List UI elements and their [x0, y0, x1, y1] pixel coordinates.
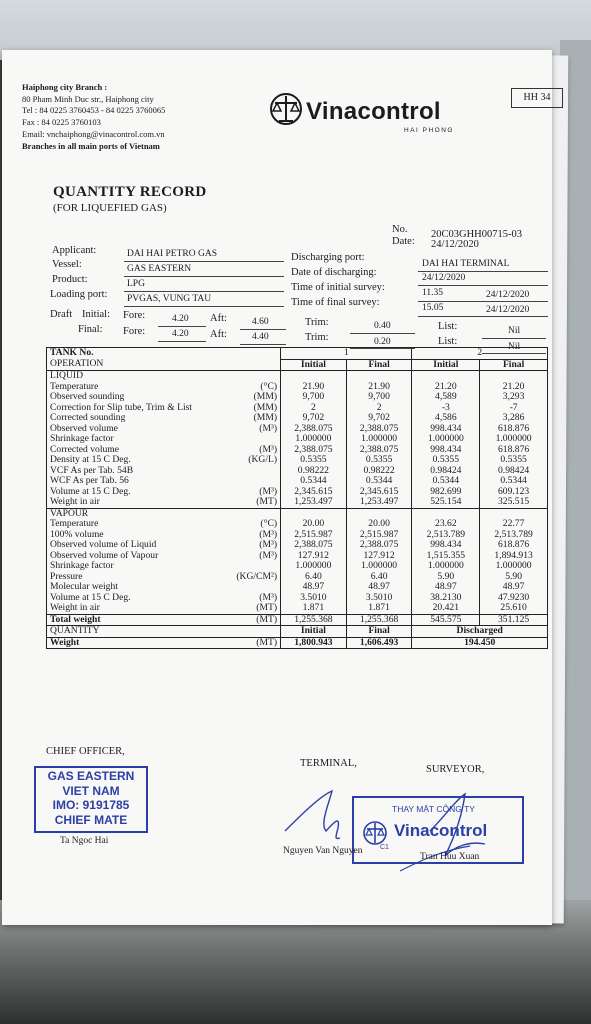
- vapour-section: [47, 508, 548, 614]
- applicant-value: DAI HAI PETRO GAS: [127, 249, 217, 259]
- row-value: 1,894.913: [480, 551, 548, 562]
- row-value: 21.90: [281, 382, 347, 393]
- row-value: 325.515: [480, 497, 548, 508]
- final-aft-label: Aft:: [210, 329, 227, 340]
- row-value: 2,515.987: [281, 530, 347, 541]
- table-row: [47, 519, 548, 530]
- row-value: 2,388.075: [346, 540, 412, 551]
- chief-officer-label: CHIEF OFFICER,: [46, 746, 125, 757]
- qty-final-value: 1,606.493: [346, 637, 412, 649]
- qty-discharged-value: 194.450: [412, 637, 548, 649]
- row-unit: [211, 434, 281, 445]
- row-value: 0.5355: [346, 455, 412, 466]
- qty-initial-label: Initial: [281, 626, 347, 638]
- vina-stamp-name: Vinacontrol: [394, 821, 488, 840]
- row-unit: (M³): [211, 540, 281, 551]
- row-label: Shrinkage factor: [47, 434, 211, 445]
- no-value: 20C03GHH00715-03: [431, 229, 522, 240]
- table-row: [47, 413, 548, 424]
- row-value: 9,700: [281, 392, 347, 403]
- row-value: 0.98222: [346, 466, 412, 477]
- logo-name: Vinacontrol: [306, 98, 441, 125]
- row-value: 1.000000: [346, 434, 412, 445]
- branch-tel: Tel : 84 0225 3760453 - 84 0225 3760065: [22, 105, 166, 115]
- final-aft-value: 4.40: [252, 332, 269, 342]
- date-value: 24/12/2020: [431, 239, 479, 250]
- row-value: 23.62: [412, 519, 480, 530]
- table-row: [47, 497, 548, 508]
- weight-unit: (MT): [211, 637, 281, 649]
- row-label: Volume at 15 C Deg.: [47, 487, 211, 498]
- total-weight-label: Total weight: [47, 614, 211, 626]
- row-value: 998.434: [412, 445, 480, 456]
- row-value: 2,388.075: [346, 445, 412, 456]
- row-value: 48.97: [281, 582, 347, 593]
- row-unit: (M³): [211, 530, 281, 541]
- tank-1-initial-header: Initial: [281, 359, 347, 371]
- row-value: 47.9230: [480, 593, 548, 604]
- table-row: [47, 540, 548, 551]
- signature-scribbles: [280, 776, 530, 876]
- row-unit: [211, 582, 281, 593]
- weight-label: Weight: [47, 637, 211, 649]
- row-value: 20.421: [412, 603, 480, 614]
- row-value: 38.2130: [412, 593, 480, 604]
- table-header-row: [47, 348, 548, 360]
- row-value: 20.00: [346, 519, 412, 530]
- branch-ports: Branches in all main ports of Vietnam: [22, 141, 160, 151]
- row-label: Observed sounding: [47, 392, 211, 403]
- row-label: Shrinkage factor: [47, 561, 211, 572]
- row-value: 48.97: [346, 582, 412, 593]
- row-value: 618.876: [480, 540, 548, 551]
- row-label: Molecular weight: [47, 582, 211, 593]
- row-label: Correction for Slip tube, Trim & List: [47, 403, 211, 414]
- final-fore-label: Fore:: [123, 326, 146, 337]
- row-label: Corrected volume: [47, 445, 211, 456]
- row-unit: (KG/CM²): [211, 572, 281, 583]
- row-value: 1,253.497: [346, 497, 412, 508]
- row-label: Temperature: [47, 382, 211, 393]
- row-label: VCF As per Tab. 54B: [47, 466, 211, 477]
- row-label: Weight in air: [47, 497, 211, 508]
- row-value: 2,515.987: [346, 530, 412, 541]
- list-initial-value: Nil: [508, 326, 521, 336]
- row-value: 998.434: [412, 540, 480, 551]
- product-label: Product:: [52, 274, 88, 285]
- row-value: 21.20: [412, 382, 480, 393]
- row-value: 3.5010: [346, 593, 412, 604]
- applicant-label: Applicant:: [52, 245, 97, 256]
- table-row: [47, 582, 548, 593]
- row-value: 2: [346, 403, 412, 414]
- row-value: 5.90: [480, 572, 548, 583]
- trim-final-value: 0.20: [374, 337, 391, 347]
- row-unit: (MM): [211, 392, 281, 403]
- row-unit: (M³): [211, 593, 281, 604]
- row-unit: (MM): [211, 413, 281, 424]
- row-value: 0.5344: [281, 476, 347, 487]
- row-value: 3,293: [480, 392, 548, 403]
- row-value: 1.871: [281, 603, 347, 614]
- row-value: 0.5344: [480, 476, 548, 487]
- form-code: HH 34: [511, 88, 563, 108]
- final-fore-value: 4.20: [172, 329, 189, 339]
- row-unit: (KG/L): [211, 455, 281, 466]
- row-value: 48.97: [480, 582, 548, 593]
- row-value: 9,700: [346, 392, 412, 403]
- table-row: [47, 572, 548, 583]
- surveyor-label: SURVEYOR,: [426, 764, 485, 775]
- row-label: Volume at 15 C Deg.: [47, 593, 211, 604]
- row-value: 0.5355: [480, 455, 548, 466]
- no-label: No.: [392, 224, 408, 235]
- qty-final-label: Final: [346, 626, 412, 638]
- date-discharging-label: Date of discharging:: [291, 267, 377, 278]
- row-value: 1.000000: [281, 434, 347, 445]
- row-value: 618.876: [480, 445, 548, 456]
- row-value: 0.98222: [281, 466, 347, 477]
- row-value: 998.434: [412, 424, 480, 435]
- row-value: 0.98424: [412, 466, 480, 477]
- row-value: 127.912: [281, 551, 347, 562]
- row-value: 2: [281, 403, 347, 414]
- date-label: Date:: [392, 236, 415, 247]
- row-label: Observed volume of Vapour: [47, 551, 211, 562]
- row-value: 1.871: [346, 603, 412, 614]
- row-unit: (M³): [211, 551, 281, 562]
- document-title: QUANTITY RECORD: [53, 184, 207, 200]
- row-value: 2,345.615: [281, 487, 347, 498]
- row-value: 1.000000: [281, 561, 347, 572]
- document-subtitle: (FOR LIQUEFIED GAS): [53, 202, 167, 214]
- row-value: 21.90: [346, 382, 412, 393]
- initial-survey-date: 24/12/2020: [486, 290, 530, 300]
- ship-stamp-line: GAS EASTERN: [47, 769, 135, 783]
- initial-aft-label: Aft:: [210, 313, 227, 324]
- ship-stamp-line: VIET NAM: [62, 783, 120, 798]
- final-survey-label: Time of final survey:: [291, 297, 380, 308]
- row-value: 5.90: [412, 572, 480, 583]
- final-survey-date: 24/12/2020: [486, 305, 530, 315]
- total-t1-initial: 1,255.368: [281, 614, 347, 626]
- tank-1-final-header: Final: [346, 359, 412, 371]
- row-unit: (°C): [211, 519, 281, 530]
- row-value: 2,388.075: [281, 424, 347, 435]
- row-label: WCF As per Tab. 56: [47, 476, 211, 487]
- row-value: 2,513.789: [480, 530, 548, 541]
- table-row: [47, 603, 548, 614]
- initial-survey-label: Time of initial survey:: [291, 282, 385, 293]
- quantity-values-row: [47, 637, 548, 649]
- row-value: -3: [412, 403, 480, 414]
- row-value: 609.123: [480, 487, 548, 498]
- quantity-header-row: [47, 626, 548, 638]
- logo-city: HAI PHONG: [404, 127, 454, 134]
- row-value: 9,702: [346, 413, 412, 424]
- table-row: [47, 508, 548, 519]
- surveyor-name: Tran Huu Xuan: [420, 852, 480, 862]
- tank-no-label: TANK No.: [47, 348, 281, 360]
- qty-discharged-label: Discharged: [412, 626, 548, 638]
- row-value: 20.00: [281, 519, 347, 530]
- row-unit: (M³): [211, 445, 281, 456]
- row-label: LIQUID: [47, 371, 211, 382]
- table-row: [47, 371, 548, 382]
- row-unit: (MT): [211, 497, 281, 508]
- draft-final-label: Final:: [78, 324, 103, 335]
- row-unit: (MM): [211, 403, 281, 414]
- row-label: VAPOUR: [47, 508, 211, 519]
- row-unit: (°C): [211, 382, 281, 393]
- row-value: 21.20: [480, 382, 548, 393]
- row-label: Pressure: [47, 572, 211, 583]
- vina-stamp-code: C1: [380, 844, 389, 851]
- row-value: 2,388.075: [281, 540, 347, 551]
- row-value: 9,702: [281, 413, 347, 424]
- total-weight-row: [47, 614, 548, 626]
- row-label: Observed volume: [47, 424, 211, 435]
- row-value: 2,513.789: [412, 530, 480, 541]
- row-value: 1,253.497: [281, 497, 347, 508]
- terminal-label: TERMINAL,: [300, 758, 357, 769]
- row-label: 100% volume: [47, 530, 211, 541]
- table-subheader-row: [47, 359, 548, 371]
- quantity-label: QUANTITY: [47, 626, 281, 638]
- row-value: 525.154: [412, 497, 480, 508]
- row-unit: [211, 371, 281, 382]
- vina-stamp-top: THAY MẶT CÔNG TY: [392, 804, 475, 814]
- branch-address: 80 Pham Minh Duc str., Haiphong city: [22, 94, 154, 104]
- row-label: Temperature: [47, 519, 211, 530]
- row-value: 2,388.075: [346, 424, 412, 435]
- row-value: -7: [480, 403, 548, 414]
- row-value: 2,388.075: [281, 445, 347, 456]
- row-value: 0.5355: [412, 455, 480, 466]
- row-value: 1,515.355: [412, 551, 480, 562]
- row-value: 618.876: [480, 424, 548, 435]
- trim-final-label: Trim:: [305, 332, 329, 343]
- discharging-port-label: Discharging port:: [291, 252, 365, 263]
- row-label: Corrected sounding: [47, 413, 211, 424]
- tank-2-header: 2: [412, 348, 548, 360]
- vinacontrol-logo: [268, 92, 304, 131]
- initial-aft-value: 4.60: [252, 317, 269, 327]
- total-weight-unit: (MT): [211, 614, 281, 626]
- qty-initial-value: 1,800.943: [281, 637, 347, 649]
- row-value: 1.000000: [412, 434, 480, 445]
- tank-1-header: 1: [281, 348, 412, 360]
- branch-fax: Fax : 84 0225 3760103: [22, 117, 101, 127]
- operation-label: OPERATION: [47, 359, 281, 371]
- row-unit: (M³): [211, 487, 281, 498]
- quantity-table: [46, 347, 548, 649]
- initial-survey-time: 11.35: [422, 288, 444, 298]
- table-row: [47, 455, 548, 466]
- table-row: [47, 476, 548, 487]
- row-label: Weight in air: [47, 603, 211, 614]
- row-value: 1.000000: [480, 561, 548, 572]
- table-row: [47, 392, 548, 403]
- row-value: 982.699: [412, 487, 480, 498]
- vessel-label: Vessel:: [52, 259, 82, 270]
- loading-port-label: Loading port:: [50, 289, 108, 300]
- terminal-signer-name: Nguyen Van Nguyen: [283, 846, 363, 856]
- row-value: 4,589: [412, 392, 480, 403]
- loading-port-value: PVGAS, VUNG TAU: [127, 294, 212, 304]
- final-survey-time: 15.05: [422, 303, 444, 313]
- row-unit: (MT): [211, 603, 281, 614]
- tank-2-initial-header: Initial: [412, 359, 480, 371]
- row-value: 25.610: [480, 603, 548, 614]
- row-value: 1.000000: [412, 561, 480, 572]
- row-value: 1.000000: [480, 434, 548, 445]
- row-value: 0.98424: [480, 466, 548, 477]
- row-value: 0.5344: [346, 476, 412, 487]
- ship-stamp-line: IMO: 9191785: [52, 798, 130, 812]
- list-final-value: Nil: [508, 342, 521, 352]
- draft-initial-label: Initial:: [82, 309, 110, 320]
- total-t2-initial: 545.575: [412, 614, 480, 626]
- row-value: [281, 371, 347, 382]
- total-t2-final: 351.125: [480, 614, 548, 626]
- trim-initial-value: 0.40: [374, 321, 391, 331]
- table-row: [47, 434, 548, 445]
- table-row: [47, 593, 548, 604]
- list-initial-label: List:: [438, 321, 458, 332]
- branch-email: Email: vnchaiphong@vinacontrol.com.vn: [22, 129, 165, 139]
- ship-stamp-line: CHIEF MATE: [54, 812, 128, 827]
- row-unit: [211, 561, 281, 572]
- draft-label: Draft: [50, 309, 73, 320]
- branch-name: Haiphong city Branch :: [22, 82, 108, 92]
- row-unit: (M³): [211, 424, 281, 435]
- row-value: 22.77: [480, 519, 548, 530]
- ship-stamp: [34, 766, 148, 833]
- trim-initial-label: Trim:: [305, 317, 329, 328]
- row-value: [480, 371, 548, 382]
- initial-fore-value: 4.20: [172, 314, 189, 324]
- list-final-label: List:: [438, 336, 458, 347]
- initial-fore-label: Fore:: [123, 310, 146, 321]
- row-value: 0.5344: [412, 476, 480, 487]
- discharging-port-value: DAI HAI TERMINAL: [422, 259, 510, 269]
- row-value: 0.5355: [281, 455, 347, 466]
- vessel-value: GAS EASTERN: [127, 264, 192, 274]
- scales-icon: [268, 92, 304, 126]
- row-value: 3.5010: [281, 593, 347, 604]
- row-value: 3,286: [480, 413, 548, 424]
- chief-officer-name: Ta Ngoc Hai: [60, 836, 109, 846]
- row-value: 6.40: [281, 572, 347, 583]
- row-value: 127.912: [346, 551, 412, 562]
- product-value: LPG: [127, 279, 145, 289]
- total-t1-final: 1,255.368: [346, 614, 412, 626]
- row-value: 2,345.615: [346, 487, 412, 498]
- row-value: 1.000000: [346, 561, 412, 572]
- row-value: 6.40: [346, 572, 412, 583]
- row-unit: [211, 466, 281, 477]
- row-value: 48.97: [412, 582, 480, 593]
- row-value: 4,586: [412, 413, 480, 424]
- row-label: Density at 15 C Deg.: [47, 455, 211, 466]
- row-label: Observed volume of Liquid: [47, 540, 211, 551]
- row-unit: [211, 476, 281, 487]
- row-value: [346, 371, 412, 382]
- date-discharging-value: 24/12/2020: [422, 273, 466, 283]
- table-row: [47, 561, 548, 572]
- liquid-section: [47, 371, 548, 509]
- row-value: [412, 371, 480, 382]
- tank-2-final-header: Final: [480, 359, 548, 371]
